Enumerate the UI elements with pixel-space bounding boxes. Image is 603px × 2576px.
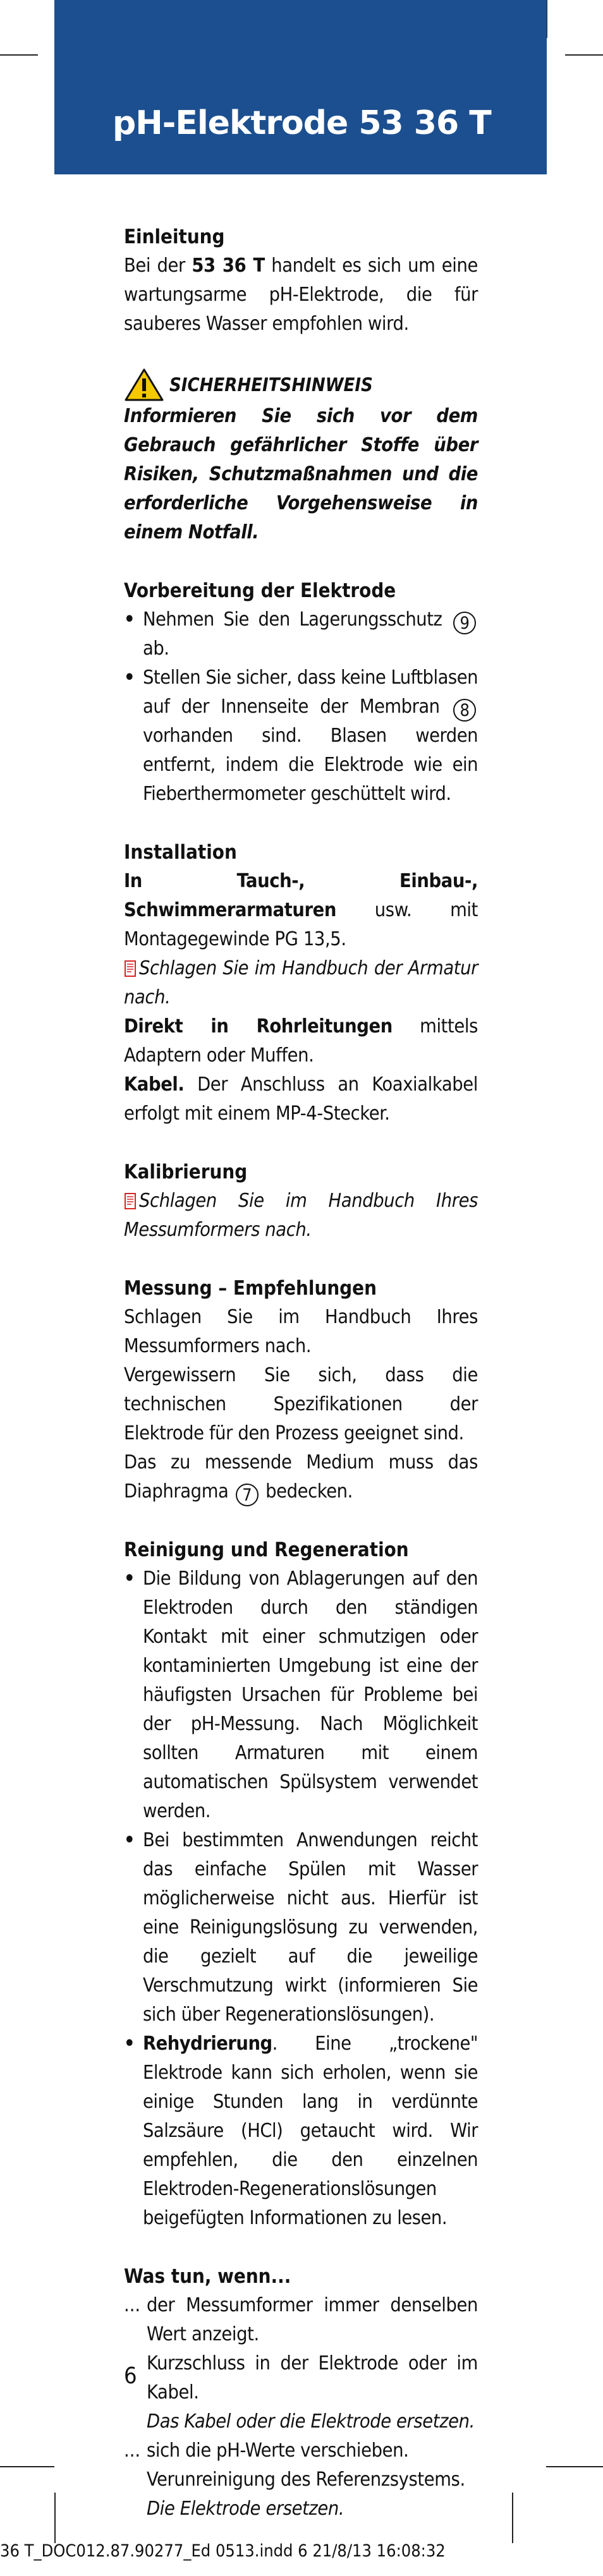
prep-heading: Vorbereitung der Elektrode: [124, 579, 396, 602]
measure-text-3: Das zu messende Medium muss das Diaphragma 7 bedecken.: [124, 1451, 478, 1505]
measure-text-2: Vergewissern Sie sich, dass die technischen Spezifikationen der Elektrode für den Prozess geeignet sind.: [124, 1364, 478, 1444]
measure-heading: Messung – Empfehlungen: [124, 1277, 377, 1300]
part-number-badge: 9: [453, 612, 476, 634]
print-slug-line: 36 T_DOC012.87.90277_Ed 0513.indd 6 21/8/13 16:08:32: [0, 2541, 446, 2561]
crop-mark-bottom-left-h: [0, 2466, 54, 2467]
list-item: • Die Bildung von Ablagerungen auf den Elektroden durch den ständigen Kontakt mit einer schmutzigen oder kontaminierten Umgebung ist eine der häufigsten Ursachen für Probleme bei der pH-Messung. Nach Möglichkeit sollten Armaturen mit einem automatischen Spülsystem verwendet werden.: [124, 1564, 478, 1826]
install-heading: Installation: [124, 841, 237, 864]
part-number-badge: 8: [453, 699, 476, 722]
page-title: pH-Elektrode 53 36 T: [113, 104, 491, 142]
warning-triangle-icon: [124, 368, 164, 402]
document-body: [124, 222, 478, 2524]
measure-text-1: Schlagen Sie im Handbuch Ihres Messumformers nach.: [124, 1306, 478, 1357]
list-item: • Rehydrierung. Eine „trockene" Elektrode kann sich erholen, wenn sie einige Stunden lang in verdünnte Salzsäure (HCl) getaucht wird. Wir empfehlen, die den einzelnen Elektroden-Regenerationslösungen beigefügten Informationen zu lesen.: [124, 2029, 478, 2233]
list-item: • Stellen Sie sicher, dass keine Luftblasen auf der Innenseite der Membran 8 vorhanden sind. Blasen werden entfernt, indem die Elektrode wie ein Fieberthermometer geschüttelt wird.: [124, 663, 478, 809]
manual-book-icon: [124, 1192, 137, 1210]
part-number-badge: 7: [236, 1484, 259, 1506]
trouble-heading: Was tun, wenn...: [124, 2265, 291, 2288]
calib-heading: Kalibrierung: [124, 1161, 248, 1183]
install-manual-ref: Schlagen Sie im Handbuch der Armatur nach.: [124, 957, 478, 1008]
crop-mark-bottom-left-v: [54, 2493, 56, 2543]
prep-list: [124, 605, 478, 809]
trouble-case-2: ... sich die pH-Werte verschieben. Verunreinigung des Referenzsystems. Die Elektrode ersetzen.: [124, 2440, 465, 2520]
install-text-pipes: Direkt in Rohrleitungen mittels Adaptern oder Muffen.: [124, 1015, 478, 1067]
trouble-case-1: ... der Messumformer immer denselben Wert anzeigt. Kurzschluss in der Elektrode oder im Kabel. Das Kabel oder die Elektrode ersetzen.: [124, 2294, 478, 2433]
list-item: • Bei bestimmten Anwendungen reicht das einfache Spülen mit Wasser möglicherweise nicht aus. Hierfür ist eine Reinigungslösung zu verwenden, die gezielt auf die jeweilige Verschmutzung wirkt (informieren Sie sich über Regenerationslösungen).: [124, 1826, 478, 2029]
list-item: • Nehmen Sie den Lagerungsschutz 9 ab.: [124, 605, 478, 663]
crop-mark-bottom-right-v: [512, 2493, 513, 2543]
install-text-armaturen: In Tauch-, Einbau-, Schwimmerarmaturen usw. mit Montagegewinde PG 13,5.: [124, 870, 478, 950]
crop-mark-top-left-h: [0, 54, 38, 56]
crop-mark-top-right-h: [565, 54, 603, 56]
crop-mark-bottom-right-h: [546, 2466, 603, 2467]
manual-book-icon: [124, 960, 137, 977]
clean-list: [124, 1564, 478, 2233]
safety-warning-heading: SICHERHEITSHINWEIS: [124, 368, 478, 402]
safety-warning-text: Informieren Sie sich vor dem Gebrauch gefährlicher Stoffe über Risiken, Schutzmaßnahmen und die erforderliche Vorgehensweise in einem Notfall.: [124, 405, 478, 543]
intro-heading: Einleitung: [124, 226, 225, 248]
clean-heading: Reinigung und Regeneration: [124, 1539, 409, 1561]
install-text-cable: Kabel. Der Anschluss an Koaxialkabel erfolgt mit einem MP-4-Stecker.: [124, 1073, 478, 1125]
intro-text: Bei der 53 36 T handelt es sich um eine wartungsarme pH-Elektrode, die für sauberes Wasser empfohlen wird.: [124, 255, 478, 335]
page-number: 6: [124, 2363, 137, 2389]
calib-manual-ref: Schlagen Sie im Handbuch Ihres Messumformers nach.: [124, 1190, 478, 1241]
title-banner: [54, 0, 547, 174]
